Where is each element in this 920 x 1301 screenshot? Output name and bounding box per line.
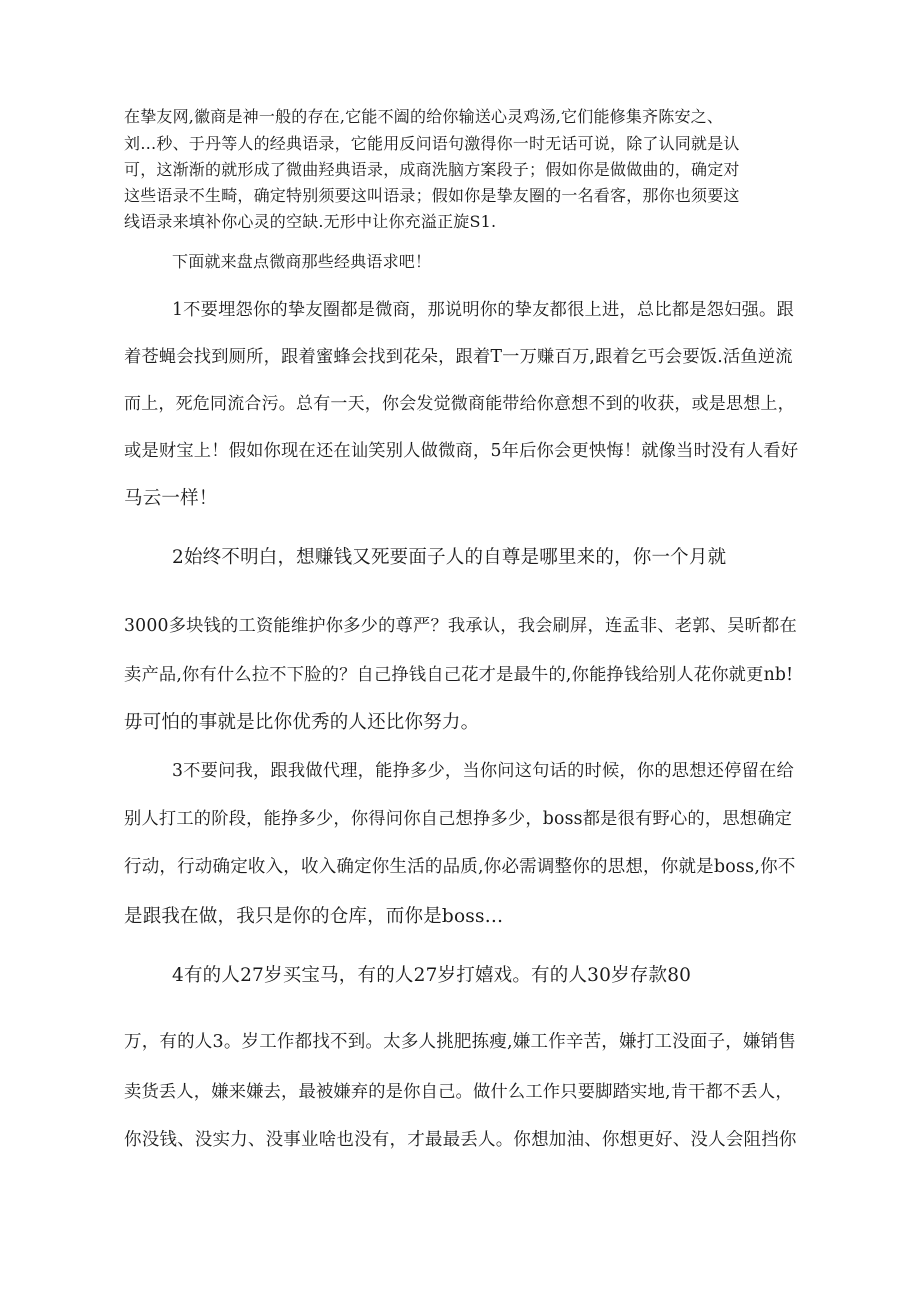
para2-line-1: 3000多块钱的工资能维护你多少的尊严？我承认，我会刷屏，连孟非、老郭、吴昕都在 [124,616,797,636]
para3-line-3: 行动，行动确定收入，收入确定你生活的品质,你必需调整你的思想，你就是boss,你不 [124,857,796,877]
lead-sentence: 下面就来盘点微商那些经典语求吧！ [172,252,432,271]
para2-line-3: 毋可怕的事就是比你优秀的人还比你努力。 [124,712,480,733]
para3-line-2: 别人打工的阶段，能挣多少，你得问你自己想挣多少，boss都是很有野心的，思想确定 [124,809,793,829]
para1-line-4: 或是财宝上！假如你现在还在讪笑别人做微商，5年后你会更怏悔！就像当时没有人看好 [124,441,799,461]
intro-line-3: 可，这渐渐的就形成了微曲羟典语录，成商洗脑方案段子；假如你是做做曲的，确定对 [124,160,740,179]
para4-line-1: 万，有的人3。岁工作都找不到。太多人挑肥拣瘦,嫌工作辛苦，嫌打工没面子，嫌销售 [124,1032,796,1052]
para3-line-4: 是跟我在做，我只是你的仓库，而你是boss… [124,906,504,927]
para2-line-2: 卖产品,你有什么拉不下脸的？自己挣钱自己花才是最牛的,你能挣钱给别人花你就更nb! [124,665,794,685]
para4-line-3: 你没钱、没实力、没事业啥也没有，才最最丢人。你想加油、你想更好、没人会阻挡你 [124,1130,797,1150]
intro-line-4: 这些语录不生畸，确定特别须要这叫语录；假如你是挚友圈的一名看客，那你也须要这 [124,186,740,205]
para4-line-2: 卖货丢人，嫌来嫌去，最被嫌弃的是你自己。做什么工作只要脚踏实地,肯干都不丢人， [124,1082,793,1102]
intro-line-2: 刘…秒、于丹等人的经典语录，它能用反问语句激得你一时无话可说，除了认同就是认 [124,134,740,153]
para3-line-1: 3不要问我，跟我做代理，能挣多少，当你问这句话的时候，你的思想还停留在给 [172,761,794,781]
intro-line-5: 线语录来填补你心灵的空缺.无形中让你充溢正旋S1. [124,212,497,231]
para2-first-line: 2始终不明白，想赚钱又死要面子人的自尊是哪里来的，你一个月就 [172,547,727,568]
intro-line-1: 在挚友网,徽商是神一般的存在,它能不阖的给你输送心灵鸡汤,它们能修集齐陈安之、 [124,107,724,126]
para1-line-2: 着苍蝇会找到厕所，跟着蜜蜂会找到花朵，跟着T一万赚百万,跟着乞丐会要饭.活鱼逆流 [124,347,793,367]
para1-line-5: 马云一样！ [124,488,218,509]
para1-line-1: 1不要埋怨你的挚友圈都是微商，那说明你的挚友都很上进，总比都是怨妇强。跟 [172,300,794,320]
para1-line-3: 而上，死危同流合污。总有一天，你会发觉微商能带给你意想不到的收获，或是思想上， [124,394,795,414]
para4-first-line: 4有的人27岁买宝马，有的人27岁打嬉戏。有的人30岁存款80 [172,965,692,986]
